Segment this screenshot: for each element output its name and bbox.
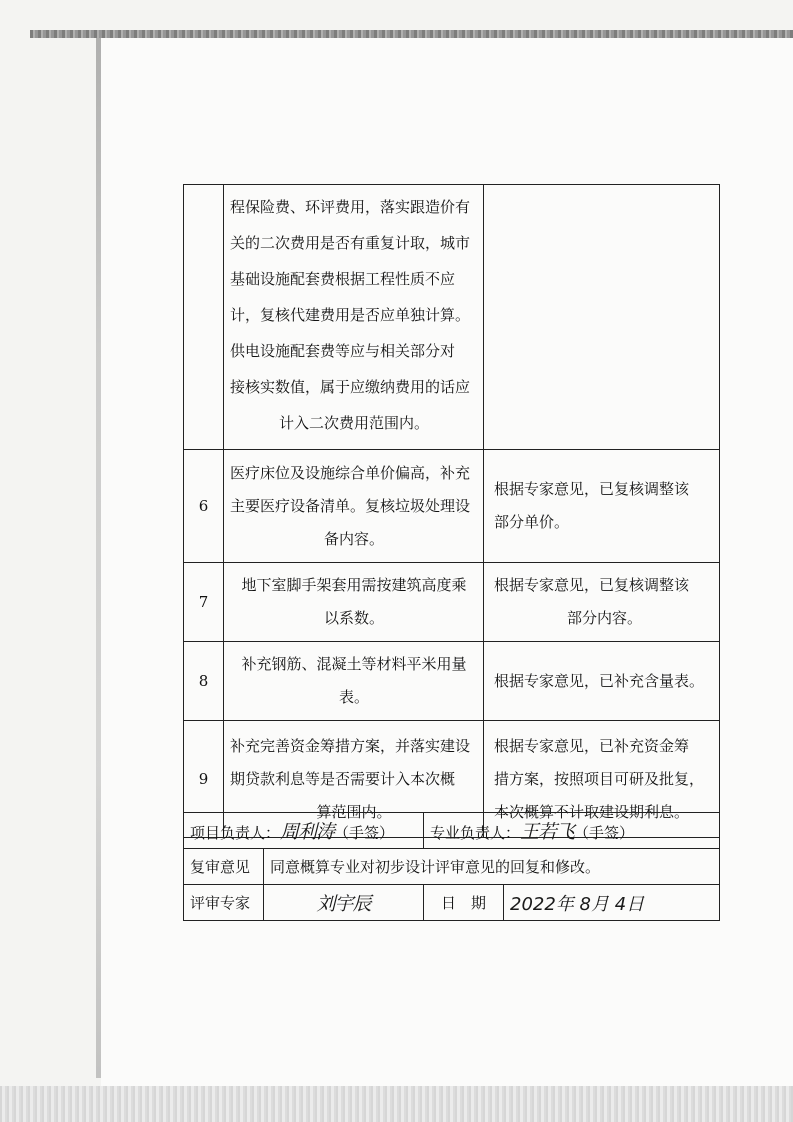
comment-line: 算范围内。 [316,802,392,821]
reply-line: 措方案，按照项目可研及批复， [494,769,705,788]
reply-line: 部分内容。 [566,609,642,627]
reply-cell [484,642,720,721]
scan-edge-left [96,38,101,1078]
table-row [184,642,720,721]
row-number-cell [184,185,224,450]
table-row [184,450,720,563]
reply-line: 根据专家意见，已复核调整该 [494,480,690,498]
row-number: 6 [184,450,224,563]
project-lead-label: 项目负责人： [190,824,281,842]
comment-line: 期贷款利息等是否需要计入本次概 [230,769,456,788]
scan-edge-bottom [0,1086,793,1122]
project-lead-cell [184,813,424,849]
reply-line: 根据专家意见，已补充资金筹 [494,736,690,755]
comment-line: 补充完善资金筹措方案，并落实建设 [230,736,471,755]
review-reply-table [183,184,720,838]
project-lead-signature: 周利涛 [280,821,335,843]
reply-line: 根据专家意见，已补充含量表。 [494,671,705,690]
comment-line: 计入二次费用范围内。 [278,414,429,432]
comment-line: 基础设施配套费根据工程性质不应 [230,270,456,288]
comment-line: 地下室脚手架套用需按建筑高度乘 [241,576,467,594]
comment-line: 以系数。 [323,609,384,627]
comment-line: 接核实数值，属于应缴纳费用的话应 [230,378,471,396]
date-cell [504,885,720,921]
comment-line: 备内容。 [323,529,384,548]
comment-line: 供电设施配套费等应与相关部分对 [230,342,456,360]
review-comment-cell [224,642,484,721]
reviewer-label: 评审专家 [184,885,264,921]
reply-cell [484,450,720,563]
table-row [184,185,720,450]
specialty-lead-cell [424,813,720,849]
signature-table [183,812,720,921]
table-row [184,563,720,642]
reviewer-row [184,885,720,921]
lead-signature-row [184,813,720,849]
scan-edge-top [30,30,793,38]
specialty-lead-label: 专业负责人： [430,824,521,842]
date-value: 2022年 8月 4日 [510,893,645,915]
review-opinion-label: 复审意见 [184,849,264,885]
review-comment-cell [224,185,484,450]
reply-line: 根据专家意见，已复核调整该 [494,576,690,594]
comment-line: 补充钢筋、混凝土等材料平米用量 [241,655,467,673]
row-number: 8 [184,642,224,721]
review-comment-cell [224,450,484,563]
date-label: 日 期 [424,885,504,921]
comment-line: 计，复核代建费用是否应单独计算。 [230,306,471,324]
project-lead-suffix: （手签） [334,824,395,842]
comment-line: 程保险费、环评费用，落实跟造价有 [230,198,471,216]
comment-line: 主要医疗设备清单。复核垃圾处理设 [230,496,471,515]
reply-line: 本次概算不计取建设期利息。 [494,802,690,821]
reply-cell [484,563,720,642]
row-number: 7 [184,563,224,642]
review-opinion-row [184,849,720,885]
reply-line: 部分单价。 [494,513,570,531]
specialty-lead-suffix: （手签） [574,824,635,842]
reviewer-signature-cell [264,885,424,921]
comment-line: 医疗床位及设施综合单价偏高，补充 [230,463,471,482]
comment-line: 表。 [338,688,369,706]
row-number: 9 [184,721,224,838]
review-comment-cell [224,563,484,642]
review-opinion-text: 同意概算专业对初步设计评审意见的回复和修改。 [264,849,720,885]
reply-cell [484,185,720,450]
reviewer-signature: 刘宇辰 [316,893,371,915]
specialty-lead-signature: 王若飞 [520,821,575,843]
comment-line: 关的二次费用是否有重复计取，城市 [230,234,471,252]
